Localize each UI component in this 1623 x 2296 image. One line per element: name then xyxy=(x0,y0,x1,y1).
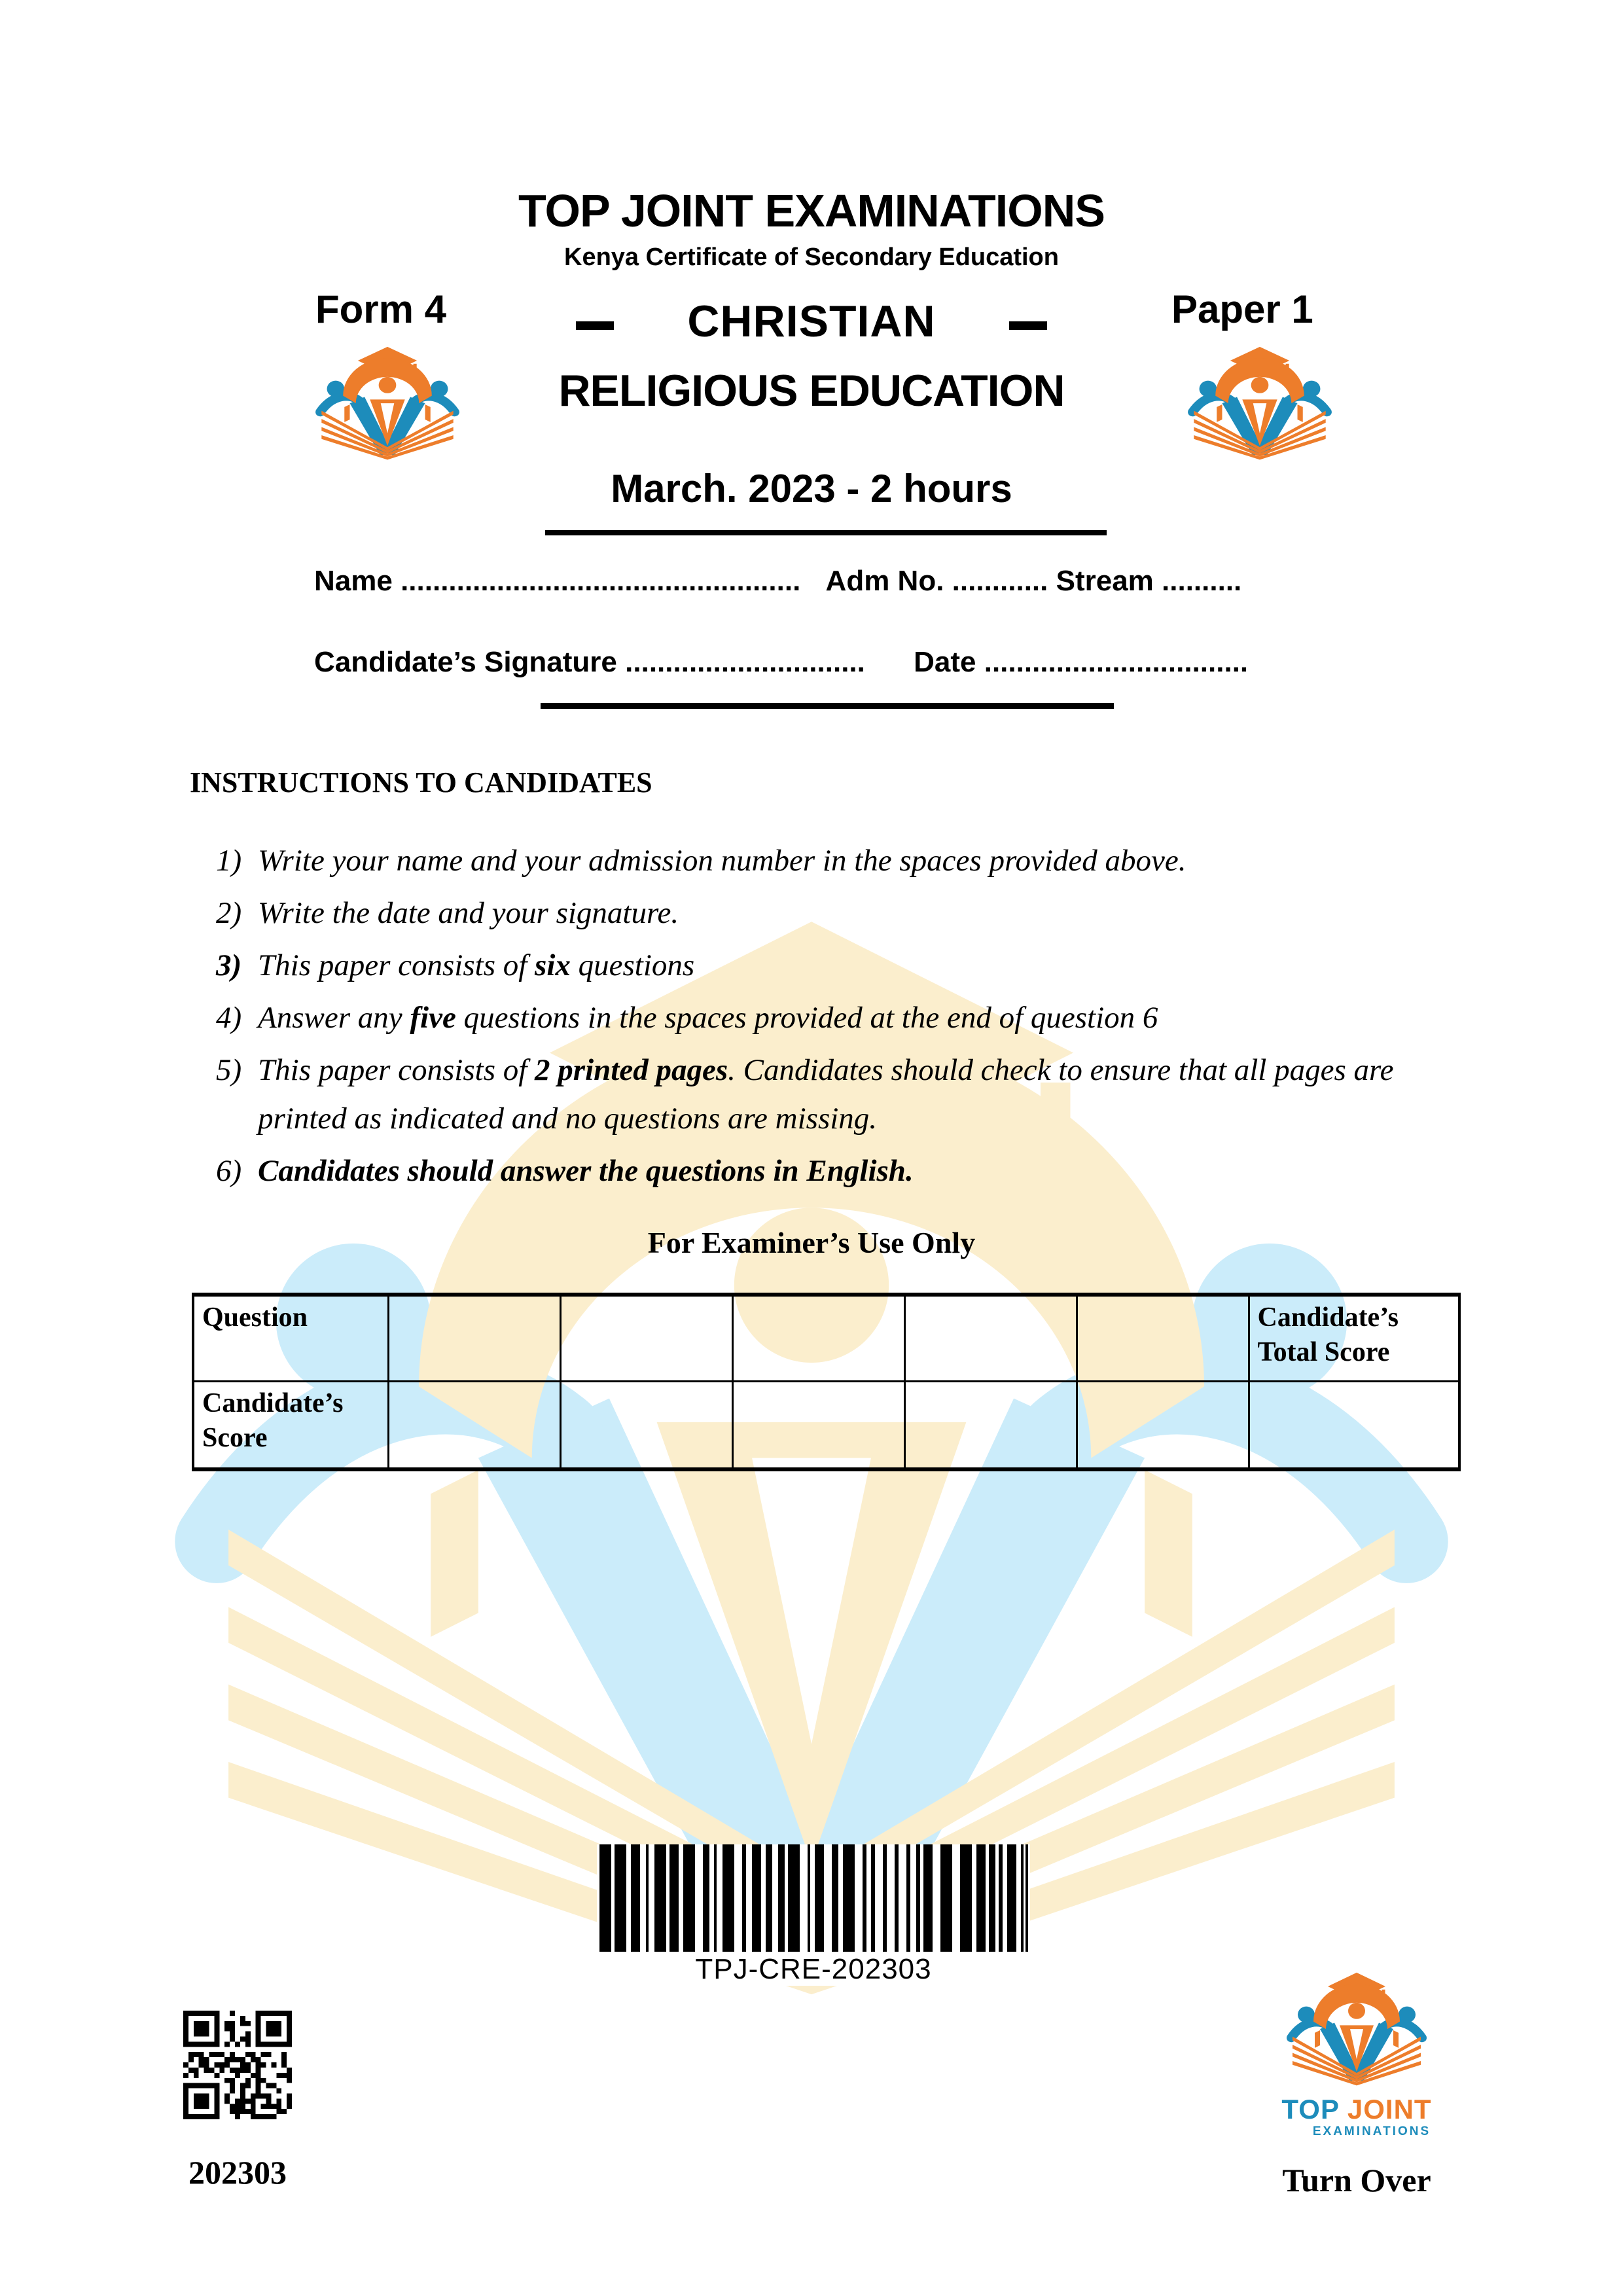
question-cell[interactable] xyxy=(560,1295,732,1382)
subject-name-top: CHRISTIAN xyxy=(687,296,936,346)
score-cell[interactable] xyxy=(388,1382,560,1470)
name-dotted-field[interactable]: .................................................. xyxy=(401,565,801,597)
form-level: Form 4 xyxy=(315,287,447,331)
instruction-number: 2) xyxy=(216,896,242,930)
instruction-text: Write the date and your signature. xyxy=(258,896,679,930)
table-row-question xyxy=(193,1295,1459,1382)
exam-board-title: TOP JOINT EXAMINATIONS xyxy=(518,185,1105,236)
instruction-item xyxy=(216,1147,1436,1195)
barcode-label: TPJ-CRE-202303 xyxy=(695,1953,932,1985)
subject-line-1 xyxy=(0,296,1623,347)
turn-over-label: Turn Over xyxy=(1282,2162,1431,2198)
instruction-item xyxy=(216,994,1436,1042)
examiner-use-heading: For Examiner’s Use Only xyxy=(647,1226,976,1259)
qr-code-icon xyxy=(183,2011,292,2119)
instruction-text: This paper consists of six questions xyxy=(258,948,695,982)
stream-label: Stream xyxy=(1056,565,1154,597)
instruction-text: Write your name and your admission number in the spaces provided above. xyxy=(258,844,1186,878)
score-cell[interactable] xyxy=(560,1382,732,1470)
instructions-list xyxy=(216,836,1436,1199)
signature-label: Candidate’s Signature xyxy=(314,646,617,678)
table-row-score xyxy=(193,1382,1459,1470)
score-header-cell: Candidate’s Score xyxy=(193,1382,388,1470)
signature-date-line xyxy=(314,643,1414,682)
brand-joint-label: JOINT xyxy=(1347,2094,1432,2125)
score-cell[interactable] xyxy=(904,1382,1077,1470)
signature-dotted-field[interactable]: .............................. xyxy=(625,646,865,678)
exam-date-duration: March. 2023 - 2 hours xyxy=(611,467,1012,511)
instruction-number: 6) xyxy=(216,1154,242,1188)
instruction-item xyxy=(216,889,1436,937)
total-score-header-cell: Candidate’s Total Score xyxy=(1249,1295,1459,1382)
paper-serial: 202303 xyxy=(188,2154,287,2191)
question-cell[interactable] xyxy=(904,1295,1077,1382)
right-dash-icon xyxy=(1009,321,1047,330)
question-cell[interactable] xyxy=(388,1295,560,1382)
adm-no-label: Adm No. xyxy=(825,565,944,597)
instruction-text: Answer any five questions in the spaces provided at the end of question 6 xyxy=(258,1001,1158,1035)
stream-dotted-field[interactable]: .......... xyxy=(1162,565,1242,597)
instruction-text: Candidates should answer the questions in English. xyxy=(258,1154,914,1188)
examiner-score-table xyxy=(192,1293,1461,1471)
instruction-number: 4) xyxy=(216,1001,242,1035)
divider-line-bottom xyxy=(541,703,1114,709)
divider-line-top xyxy=(545,530,1107,535)
question-header-cell: Question xyxy=(193,1295,388,1382)
footer-brand-block xyxy=(1278,1971,1435,2199)
question-cell[interactable] xyxy=(732,1295,904,1382)
name-label: Name xyxy=(314,565,393,597)
total-score-cell[interactable] xyxy=(1249,1382,1459,1470)
instruction-item xyxy=(216,836,1436,885)
exam-certificate-subtitle: Kenya Certificate of Secondary Education xyxy=(564,243,1059,271)
instruction-text: This paper consists of 2 printed pages. Candidates should check to ensure that all pages are printed as indicated and no questions are missing. xyxy=(258,1053,1394,1136)
school-logo-footer xyxy=(1285,1971,1429,2090)
name-adm-stream-line xyxy=(314,562,1414,601)
date-dotted-field[interactable]: ................................. xyxy=(984,646,1249,678)
instruction-item xyxy=(216,1046,1436,1143)
instructions-heading: INSTRUCTIONS TO CANDIDATES xyxy=(190,766,652,798)
school-logo-right xyxy=(1186,346,1334,465)
adm-no-dotted-field[interactable]: ............ xyxy=(952,565,1048,597)
instruction-item xyxy=(216,941,1436,990)
score-cell[interactable] xyxy=(732,1382,904,1470)
brand-top-label: TOP xyxy=(1281,2094,1340,2125)
instruction-number: 3) xyxy=(216,948,242,982)
school-logo-left xyxy=(313,346,461,465)
instruction-number: 1) xyxy=(216,844,242,878)
paper-number: Paper 1 xyxy=(1171,287,1313,331)
brand-sub-label: EXAMINATIONS xyxy=(1312,2125,1431,2138)
barcode-icon xyxy=(599,1844,1028,1952)
date-label: Date xyxy=(914,646,976,678)
left-dash-icon xyxy=(576,321,614,330)
instruction-number: 5) xyxy=(216,1053,242,1087)
barcode-block xyxy=(597,1844,1030,1986)
score-cell[interactable] xyxy=(1077,1382,1249,1470)
subject-name-bottom: RELIGIOUS EDUCATION xyxy=(558,366,1065,416)
question-cell[interactable] xyxy=(1077,1295,1249,1382)
brand-wordmark xyxy=(1278,2094,1435,2125)
